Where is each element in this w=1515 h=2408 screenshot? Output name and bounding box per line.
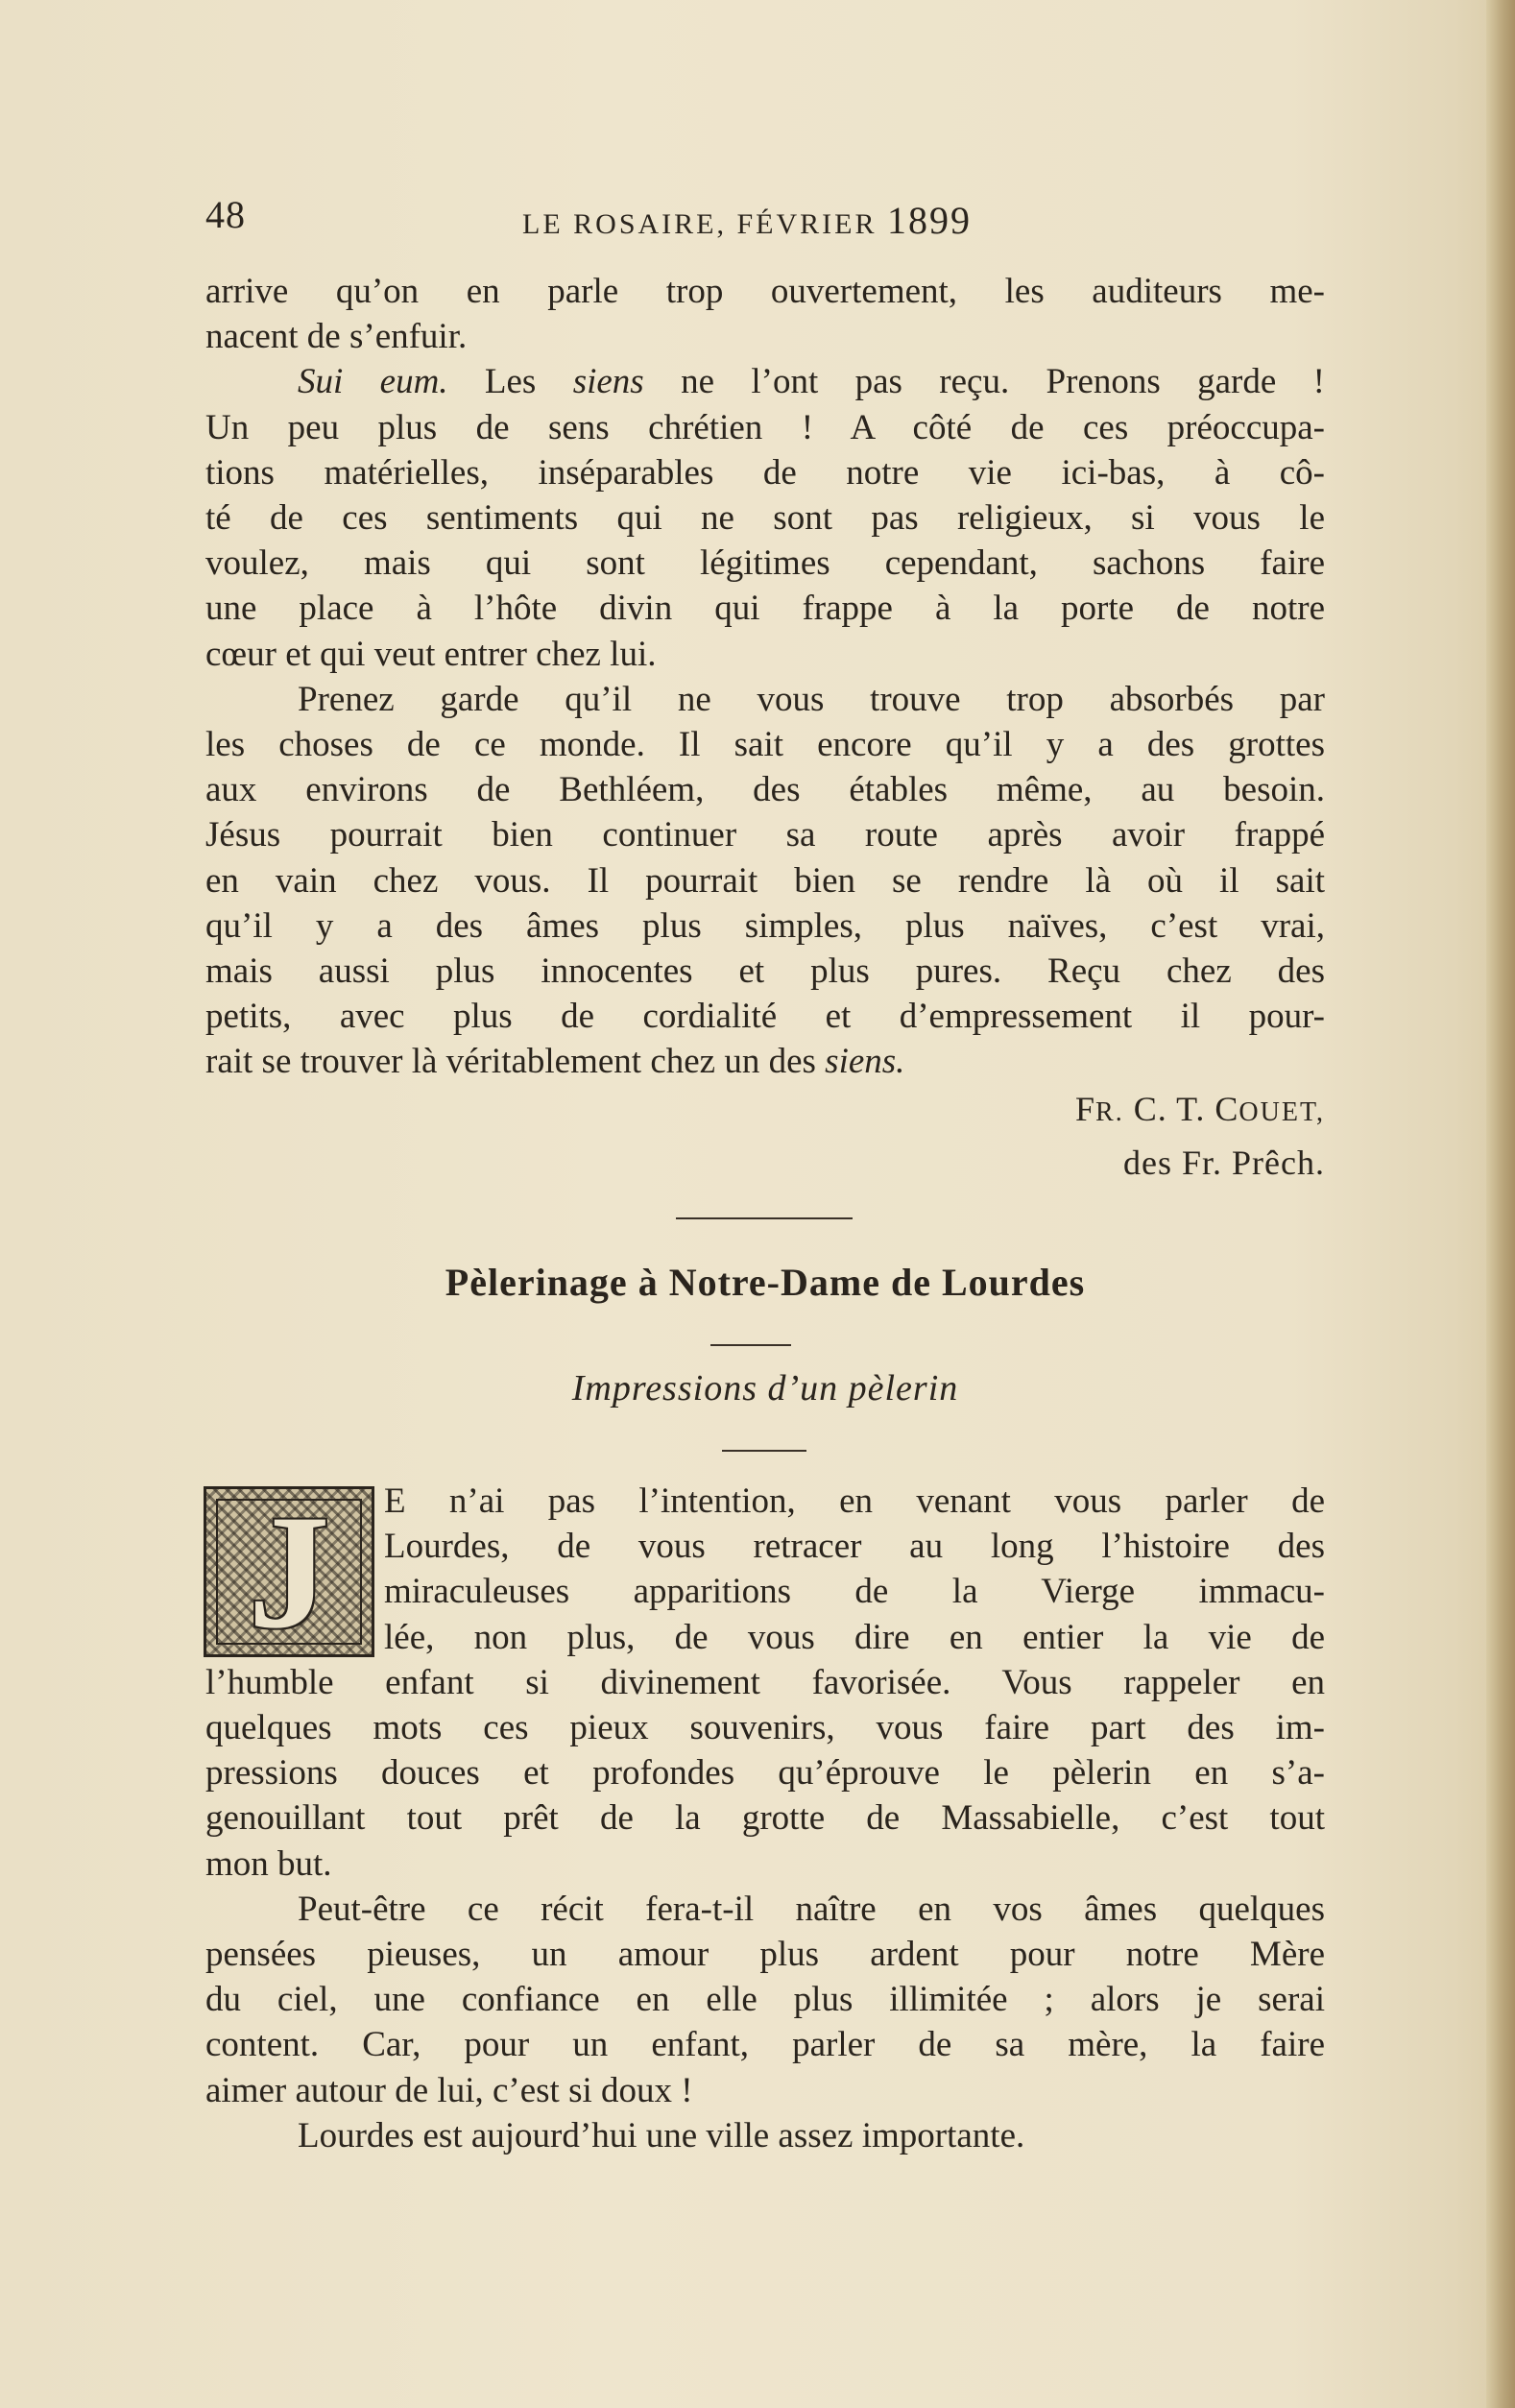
sig-name-big: C [1214,1090,1239,1128]
signature-order: des Fr. Prêch. [1123,1144,1325,1182]
text-line: E n’ai pas l’intention, en venant vous parler de [384,1481,1325,1521]
text-line: l’humble enfant si divinement favorisée. Vous rappeler en [205,1662,1325,1702]
dropcap-letter: J [248,1486,330,1657]
text-line: nacent de s’enfuir. [205,317,468,357]
text-line: Prenez garde qu’il ne vous trouve trop absorbés par [298,679,1325,719]
running-title-text: LE ROSAIRE, FÉVRIER [522,208,878,240]
text-line: en vain chez vous. Il pourrait bien se rendre là où il sait [205,860,1325,901]
paragraph-1 [205,269,1325,359]
text-line: les choses de ce monde. Il sait encore qu’il y a des grottes [205,724,1325,764]
text-line [205,359,1325,404]
title-divider [710,1344,791,1346]
sig-fr-small: R. [1095,1097,1124,1127]
text-line: du ciel, une confiance en elle plus illimitée ; alors je serai [205,1980,1325,2020]
paragraph-4 [205,1479,1325,1887]
article-title: Pèlerinage à Notre-Dame de Lourdes [445,1261,1086,1304]
text-line: genouillant tout prêt de la grotte de Massabielle, c’est tout [205,1798,1325,1839]
text-line: Lourdes, de vous retracer au long l’histoire des [384,1527,1325,1567]
italic-latin: Sui eum. [298,362,448,402]
text-line: tions matérielles, inséparables de notre vie ici-bas, à cô- [205,452,1325,493]
text-line [205,1039,1325,1084]
page-edge [1486,0,1515,2408]
text-line: pressions douces et profondes qu’éprouve le pèlerin en s’a- [205,1753,1325,1794]
text-line: Jésus pourrait bien continuer sa route après avoir frappé [205,815,1325,855]
text-run: rait se trouver là véritablement chez un des [205,1042,826,1082]
text-line: qu’il y a des âmes plus simples, plus naïves, c’est vrai, [205,905,1325,946]
text-line: Peut-être ce récit fera-t-il naître en vos âmes quelques [298,1889,1325,1929]
text-line: cœur et qui veut entrer chez lui. [205,634,657,674]
text-line: Lourdes est aujourd’hui une ville assez importante. [298,2115,1025,2155]
paragraph-5 [205,1887,1325,2113]
text-line: aux environs de Bethléem, des étables même, au besoin. [205,770,1325,810]
text-line: lée, non plus, de vous dire en entier la vie de [384,1617,1325,1657]
text-run: Les [447,362,573,402]
running-title-year: 1899 [887,199,973,242]
text-line: té de ces sentiments qui ne sont pas religieux, si vous le [205,497,1325,538]
signature-name [1075,1089,1325,1129]
text-line: une place à l’hôte divin qui frappe à la porte de notre [205,589,1325,629]
text-line: pensées pieuses, un amour plus ardent pour notre Mère [205,1934,1325,1974]
paragraph-3 [205,677,1325,1085]
sig-initials: C. T. [1123,1090,1215,1128]
section-divider [676,1217,853,1219]
text-line: content. Car, pour un enfant, parler de sa mère, la faire [205,2025,1325,2065]
italic-word: siens. [825,1042,905,1082]
sig-name-small: OUET, [1238,1097,1325,1127]
text-line: mon but. [205,1843,332,1884]
text-line: mais aussi plus innocentes et plus pures. Reçu chez des [205,951,1325,991]
paragraph-6 [205,2113,1325,2158]
running-title [522,198,972,243]
text-line: arrive qu’on en parle trop ouvertement, les auditeurs me- [205,272,1325,311]
text-line: aimer autour de lui, c’est si doux ! [205,2070,693,2110]
text-line: quelques mots ces pieux souvenirs, vous faire part des im- [205,1707,1325,1747]
subtitle-divider [722,1450,806,1452]
running-header [205,192,1325,240]
text-line: voulez, mais qui sont légitimes cependant, sachons faire [205,543,1325,584]
article-subtitle: Impressions d’un pèlerin [571,1368,959,1409]
text-line: petits, avec plus de cordialité et d’empressement il pour- [205,997,1325,1037]
sig-fr-big: F [1075,1090,1096,1128]
text-line: Un peu plus de sens chrétien ! A côté de ces préoccupa- [205,407,1325,447]
paragraph-2 [205,359,1325,676]
text-run: ne l’ont pas reçu. Prenons garde ! [643,362,1325,402]
text-line: miraculeuses apparitions de la Vierge immacu- [384,1572,1325,1612]
italic-word: siens [572,362,644,402]
page-number: 48 [205,193,246,236]
